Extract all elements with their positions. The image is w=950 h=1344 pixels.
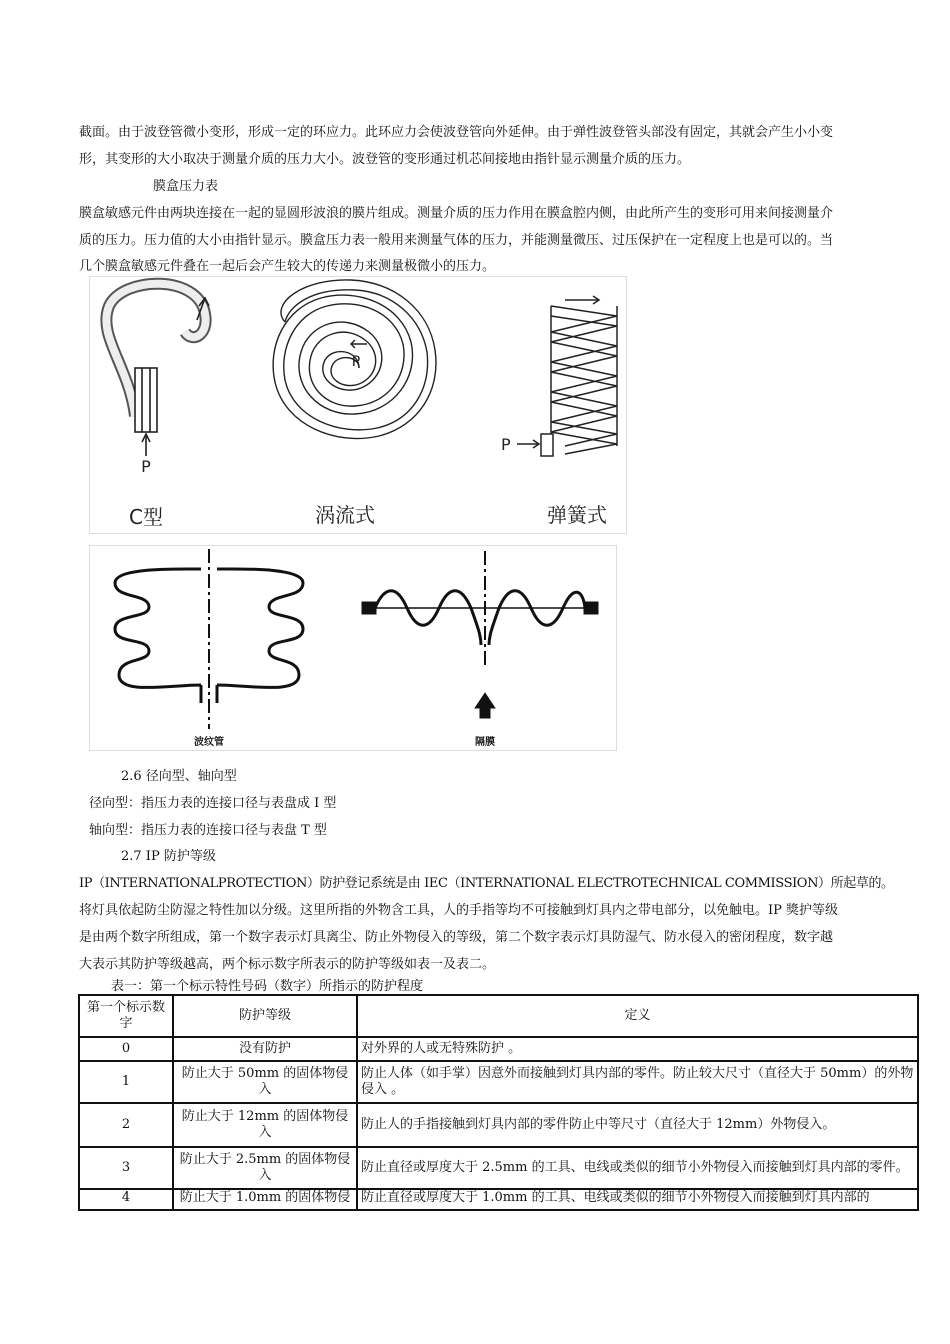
- ip-protection-table: [78, 994, 919, 1230]
- section-heading: 2.7 IP 防护等级: [121, 849, 216, 864]
- paragraph-line: 几个膜盒敏感元件叠在一起后会产生较大的传递力来测量极微小的压力。: [79, 259, 496, 274]
- paragraph-line: IP（INTERNATIONALPROTECTION）防护登记系统是由 IEC（INTERNATIONAL ELECTROTECHNICAL COMMISSION）所起草的。: [79, 876, 894, 891]
- c-type-tube-drawing: [106, 284, 209, 456]
- section-heading: 2.6 径向型、轴向型: [121, 769, 237, 784]
- header-level: 防护等级: [173, 995, 357, 1037]
- paragraph-line: 是由两个数字所组成，第一个数字表示灯具离尘、防止外物侵入的等级，第二个数字表示灯具防湿气、防水侵入的密闭程度，数字越: [79, 930, 834, 945]
- cell-level: 没有防护: [173, 1037, 357, 1061]
- cell-definition: 防止人的手指接触到灯具内部的零件防止中等尺寸（直径大于 12mm）外物侵入。: [357, 1103, 918, 1147]
- table-header-row: [79, 995, 918, 1037]
- bellows-diaphragm-figure: [89, 545, 617, 751]
- bellows-label: 波纹管: [194, 737, 224, 748]
- bourdon-tube-figure: [89, 276, 627, 534]
- cell-definition: 防止人体（如手掌）因意外而接触到灯具内部的零件。防止较大尺寸（直径大于 50mm）的外物侵入 。: [357, 1061, 918, 1103]
- table-bottom-border: [78, 1209, 919, 1211]
- cell-definition: 防止直径或厚度大于 1.0mm 的工具、电线或类似的细节小外物侵入而接触到灯具内部的: [357, 1189, 918, 1229]
- c-type-label: C型: [129, 505, 163, 529]
- header-definition: 定义: [357, 995, 918, 1037]
- table-row: [79, 1147, 918, 1189]
- header-digit: 第一个标示数字: [79, 995, 173, 1037]
- paragraph-line: 径向型：指压力表的连接口径与表盘成 I 型: [89, 796, 337, 811]
- paragraph-line: 截面。由于波登管微小变形，形成一定的环应力。此环应力会使波登管向外延伸。由于弹性波登管头部没有固定，其就会产生小小变: [79, 125, 834, 140]
- cell-level: 防止大于 12mm 的固体物侵入: [173, 1103, 357, 1147]
- bellows-drawing: [115, 549, 303, 729]
- table-row: [79, 1061, 918, 1103]
- paragraph-line: 轴向型：指压力表的连接口径与表盘 T 型: [89, 823, 327, 838]
- paragraph-line: 质的压力。压力值的大小由指针显示。膜盒压力表一般用来测量气体的压力，并能测量微压、过压保护在一定程度上也是可以的。当: [79, 233, 834, 248]
- spiral-type-label: 涡流式: [315, 503, 375, 527]
- spring-type-label: 弹簧式: [547, 503, 607, 527]
- paragraph-line: 膜盒敏感元件由两块连接在一起的显圆形波浪的膜片组成。测量介质的压力作用在膜盒腔内侧，由此所产生的变形可用来间接测量介: [79, 206, 834, 221]
- cell-level: 防止大于 50mm 的固体物侵入: [173, 1061, 357, 1103]
- cell-definition: 防止直径或厚度大于 2.5mm 的工具、电线或类似的细节小外物侵入而接触到灯具内部的零件。: [357, 1147, 918, 1189]
- table-caption: 表一：第一个标示特性号码（数字）所指示的防护程度: [111, 979, 424, 994]
- cell-level: 防止大于 1.0mm 的固体物侵: [173, 1189, 357, 1229]
- cell-digit: 4: [79, 1189, 173, 1229]
- paragraph-line: 大表示其防护等级越高，两个标示数字所表示的防护等级如表一及表二。: [79, 957, 496, 972]
- pressure-label: P: [351, 354, 361, 370]
- cell-digit: 3: [79, 1147, 173, 1189]
- diaphragm-label: 隔膜: [475, 737, 495, 748]
- table-row: [79, 1037, 918, 1061]
- pressure-label: P: [141, 457, 151, 476]
- page-cutoff: [70, 1211, 950, 1344]
- cell-level: 防止大于 2.5mm 的固体物侵入: [173, 1147, 357, 1189]
- cell-digit: 1: [79, 1061, 173, 1103]
- helical-tube-drawing: [517, 296, 617, 456]
- section-heading: 膜盒压力表: [153, 179, 219, 194]
- cell-digit: 2: [79, 1103, 173, 1147]
- cell-definition: 对外界的人或无特殊防护 。: [357, 1037, 918, 1061]
- cell-digit: 0: [79, 1037, 173, 1061]
- pressure-label: P: [501, 435, 511, 454]
- paragraph-line: 形，其变形的大小取决于测量介质的压力大小。波登管的变形通过机芯间接地由指针显示测量介质的压力。: [79, 152, 691, 167]
- diaphragm-drawing: [363, 551, 597, 717]
- paragraph-line: 将灯具依起防尘防湿之特性加以分级。这里所指的外物含工具，人的手指等均不可接触到灯具内之带电部分，以免触电。IP 獎护等级: [79, 903, 839, 918]
- table-row: [79, 1103, 918, 1147]
